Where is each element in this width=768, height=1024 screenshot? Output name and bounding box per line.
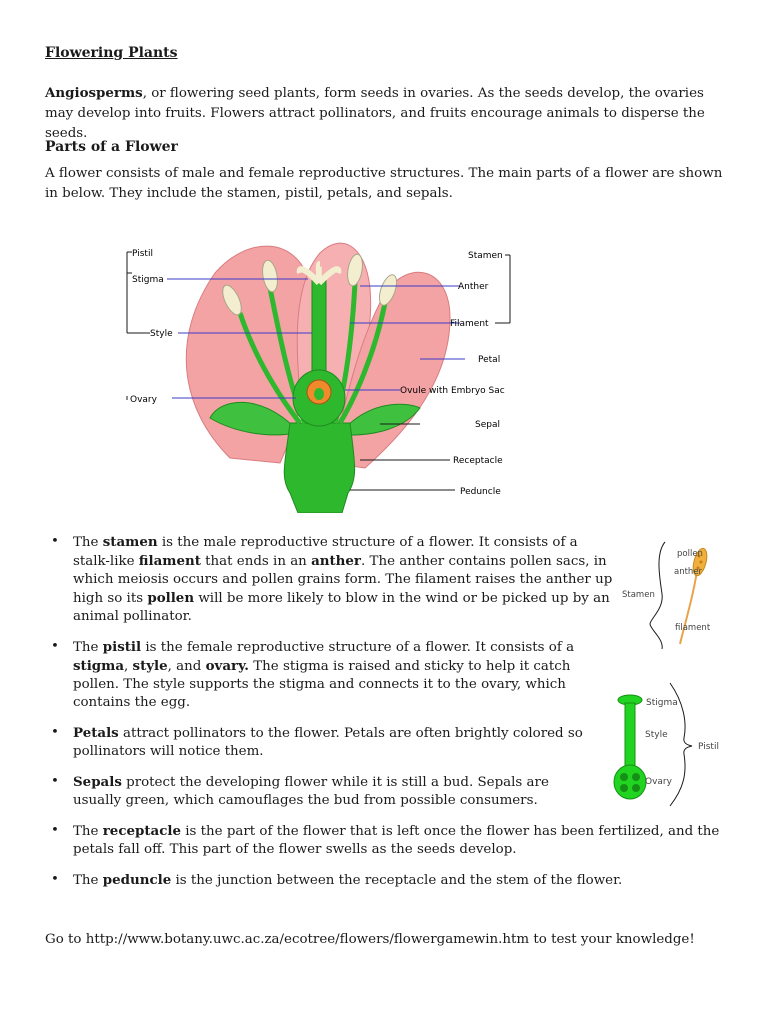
label-small-anther: anther [674, 567, 703, 577]
label-ovule: Ovule with Embryo Sac [400, 386, 505, 396]
pistil-figure [612, 678, 752, 808]
label-receptacle: Receptacle [453, 456, 503, 466]
bullet-stamen: • The stamen is the male reproductive structure of a flower. It consists of a stalk-like filament that ends in an anther. The anther contains pollen sacs, in which meiosis occurs and pollen grains form. The filament raises the anther up high so its pollen will be more likely to blow in the wind or be picked up by an animal pollinator. [45, 533, 613, 626]
intro-paragraph: Angiosperms, or flowering seed plants, form seeds in ovaries. As the seeds develop, the ovaries may develop into fruits. Flowers attract pollinators, and fruits encourage animals to disperse the seeds. [45, 85, 705, 141]
label-peduncle: Peduncle [460, 487, 501, 497]
label-small-pistil: Pistil [698, 742, 719, 752]
stamen-figure [620, 534, 730, 654]
label-ovary: Ovary [130, 395, 157, 405]
bullet-receptacle: • The receptacle is the part of the flower that is left once the flower has been fertilized, and the petals fall off. This part of the flower swells as the seeds develop. [45, 822, 725, 859]
label-anther: Anther [458, 282, 489, 292]
bullet-pistil: • The pistil is the female reproductive structure of a flower. It consists of a stigma, style, and ovary. The stigma is raised and sticky to help it catch pollen. The style supports the stigma and connects it to the ovary, which contains the egg. [45, 638, 593, 712]
label-small-style: Style [645, 730, 668, 740]
bullet-petals: • Petals attract pollinators to the flower. Petals are often brightly colored so pollinators will notice them. [45, 724, 593, 761]
label-stigma: Stigma [132, 275, 164, 285]
bullet-peduncle: • The peduncle is the junction between the receptacle and the stem of the flower. [45, 871, 725, 890]
label-small-stigma: Stigma [646, 698, 678, 708]
label-stamen: Stamen [468, 251, 503, 261]
label-small-pollen: pollen [677, 549, 703, 559]
section-heading: Parts of a Flower [45, 139, 178, 155]
label-sepal: Sepal [475, 420, 500, 430]
label-style: Style [150, 329, 173, 339]
flower-diagram [120, 228, 520, 513]
label-small-ovary: Ovary [645, 777, 672, 787]
label-small-stamen: Stamen [622, 590, 655, 600]
label-filament: Filament [450, 319, 489, 329]
label-petal: Petal [478, 355, 501, 365]
label-small-filament: filament [675, 623, 711, 633]
label-pistil: Pistil [132, 249, 153, 259]
footer-link-text: Go to http://www.botany.uwc.ac.za/ecotree/flowers/flowergamewin.htm to test your knowledge! [45, 932, 695, 947]
small-ovary-shape [614, 765, 646, 799]
term-angiosperms: Angiosperms [45, 85, 143, 101]
bullet-sepals: • Sepals protect the developing flower while it is still a bud. Sepals are usually green, which camouflages the bud from possible consumers. [45, 773, 593, 810]
receptacle-shape [284, 423, 354, 513]
section-paragraph: A flower consists of male and female reproductive structures. The main parts of a flower are shown in below. They include the stamen, pistil, petals, and sepals. [45, 166, 723, 201]
page-title: Flowering Plants [45, 45, 178, 61]
small-style-shape [625, 703, 635, 773]
